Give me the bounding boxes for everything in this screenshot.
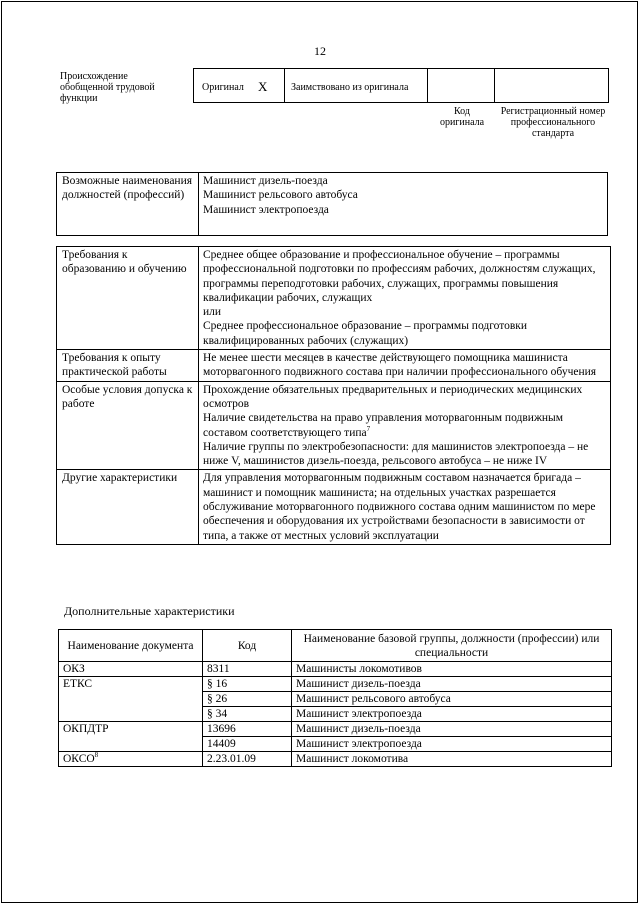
position-item: Машинист электропоезда — [203, 203, 329, 216]
table-row: ОКПДТР 13696 Машинист дизель-поезда — [59, 722, 612, 737]
table-row: ЕТКС § 16 Машинист дизель-поезда — [59, 677, 612, 692]
requirement-text: Не менее шести месяцев в качестве действующего помощника машиниста моторвагонного подвижного состава при наличии профессионального обучения — [203, 352, 597, 379]
requirement-label: Другие характеристики — [57, 470, 199, 544]
table-row: § 26 Машинист рельсового автобуса — [59, 692, 612, 707]
position-item: Машинист рельсового автобуса — [203, 189, 358, 202]
reg-caption: Регистрационный номер профессионального стандарта — [500, 106, 606, 139]
original-label: Оригинал — [202, 82, 244, 93]
positions-label: Возможные наименования должностей (профессий) — [57, 173, 199, 236]
requirement-label: Требования к опыту практической работы — [57, 350, 199, 382]
requirement-text: Прохождение обязательных предварительных и периодических медицинских осмотров — [203, 383, 583, 410]
requirements-table — [56, 246, 611, 545]
additional-table — [58, 629, 612, 767]
requirement-text: или — [203, 306, 222, 319]
requirement-label: Особые условия допуска к работе — [57, 381, 199, 470]
header-name: Наименование базовой группы, должности (профессии) или специальности — [292, 630, 612, 662]
requirement-row-education — [57, 247, 611, 350]
table-row: § 34 Машинист электропоезда — [59, 707, 612, 722]
table-row: 14409 Машинист электропоезда — [59, 737, 612, 752]
requirement-text: Наличие группы по электробезопасности: для машинистов электропоезда – не ниже V, машинистов дизель-поезда, рельсового автобуса – не ниже IV — [203, 440, 589, 468]
additional-title: Дополнительные характеристики — [64, 604, 235, 618]
requirement-text: Среднее общее образование и профессиональное обучение – программы профессиональной подготовки по профессиям рабочих, должностям служащих, программы переподготовки рабочих, служащих, программы повышения квалификации рабочих, служащих — [203, 249, 596, 304]
origin-label: Происхождение обобщенной трудовой функции — [60, 71, 155, 104]
footnote-mark: 8 — [94, 751, 99, 760]
header-code: Код — [203, 630, 292, 662]
borrowed-label: Заимствовано из оригинала — [291, 82, 409, 93]
positions-table — [56, 172, 608, 236]
requirement-row-other — [57, 470, 611, 544]
origin-box — [193, 68, 609, 103]
positions-list — [199, 173, 608, 236]
table-row: ОКЗ 8311 Машинисты локомотивов — [59, 662, 612, 677]
original-mark: X — [258, 79, 268, 94]
requirement-row-experience — [57, 350, 611, 382]
header-document: Наименование документа — [59, 630, 203, 662]
requirement-label: Требования к образованию и обучению — [57, 247, 199, 350]
table-row: ОКСО$^8$ 2.23.01.09 Машинист локомотива — [59, 752, 612, 767]
page-number: 12 — [314, 44, 326, 58]
requirement-row-admission — [57, 381, 611, 470]
code-caption: Код оригинала — [439, 106, 485, 128]
requirement-text: Для управления моторвагонным подвижным составом назначается бригада – машинист и помощник машиниста; на отдельных участках разрешается обслуживание моторвагонного подвижного состава одним машинистом по мере обеспечения и оборудования их устройствами безопасности в зависимости от типа, а также от местных условий эксплуатации — [203, 472, 596, 542]
requirement-text: Среднее профессиональное образование – программы подготовки квалифицированных рабочих (служащих) — [203, 320, 528, 347]
position-item: Машинист дизель-поезда — [203, 175, 328, 187]
footnote-mark: 7 — [366, 424, 371, 433]
requirement-text: Наличие свидетельства на право управления моторвагонным подвижным составом соответствующего типа$^7$ — [203, 412, 564, 439]
